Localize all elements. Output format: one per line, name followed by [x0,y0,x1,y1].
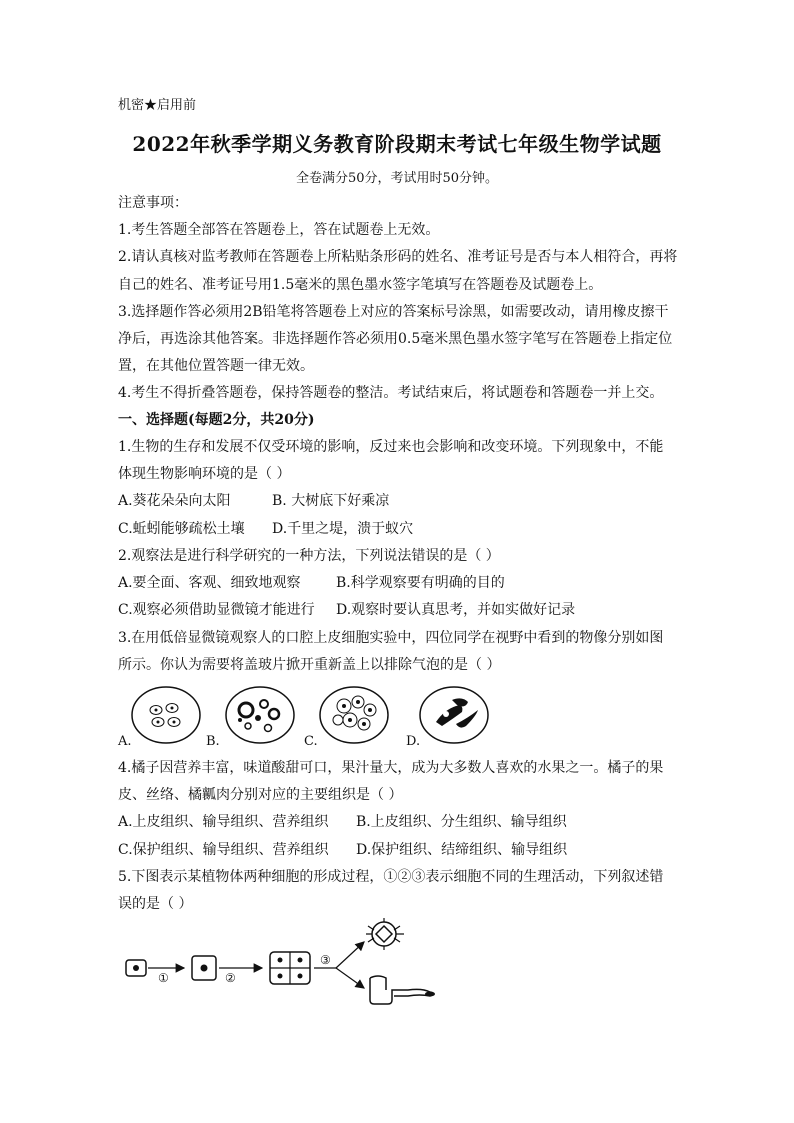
exam-title: 2022年秋季学期义务教育阶段期末考试七年级生物学试题 [132,132,662,156]
field-view-c [320,687,388,743]
q4-option-c: C.保护组织、输导组织、营养组织 [118,842,329,858]
q1-stem: 体现生物影响环境的是（ ） [118,466,291,482]
note-line: 自己的姓名、准考证号用1.5毫米的黑色墨水签字笔填写在答题卷及试题卷上。 [118,277,603,293]
q4-stem: 4.橘子因营养丰富，味道酸甜可口，果汁量大，成为大多数人喜欢的水果之一。橘子的果 [118,760,664,776]
q3-stem: 3.在用低倍显微镜观察人的口腔上皮细胞实验中，四位同学在视野中看到的物像分别如图 [118,630,664,646]
q5-stem: 误的是（ ） [118,896,193,912]
field-view-b [226,687,294,743]
q1-option-d: D.千里之堤，溃于蚁穴 [272,521,414,537]
exam-subtitle: 全卷满分50分，考试用时50分钟。 [295,171,499,186]
q3-label-b: B. [206,734,220,749]
q4-stem: 皮、丝络、橘瓤肉分别对应的主要组织是（ ） [118,787,403,803]
section-heading: 一、选择题(每题2分，共20分) [118,412,315,428]
note-line: 4.考生不得折叠答题卷，保持答题卷的整洁。考试结束后，将试题卷和答题卷一并上交。 [118,385,664,401]
q4-option-b: B.上皮组织、分生组织、输导组织 [356,814,567,830]
q3-label-c: C. [304,734,318,749]
q5-step-1: ① [158,971,169,985]
field-view-d [420,687,488,743]
notes-heading: 注意事项： [118,195,188,211]
note-line: 置，在其他位置答题一律无效。 [118,358,314,374]
q4-option-a: A.上皮组织、输导组织、营养组织 [118,814,329,830]
q4-option-d: D.保护组织、结缔组织、输导组织 [356,842,568,858]
q5-step-3: ③ [320,953,331,967]
q2-stem: 2.观察法是进行科学研究的一种方法，下列说法错误的是（ ） [118,548,500,564]
q5-step-2: ② [225,971,236,985]
note-line: 净后，再选涂其他答案。非选择题作答必须用0.5毫米黑色墨水签字笔写在答题卷上指定位 [118,331,673,347]
q3-label-a: A. [118,734,132,749]
note-line: 1.考生答题全部答在答题卷上，答在试题卷上无效。 [118,222,440,238]
note-line: 2.请认真核对监考教师在答题卷上所粘贴条形码的姓名、准考证号是否与本人相符合，再将 [118,249,678,265]
q3-stem: 所示。你认为需要将盖玻片掀开重新盖上以排除气泡的是（ ） [118,657,501,673]
q5-stem: 5.下图表示某植物体两种细胞的形成过程，①②③表示细胞不同的生理活动，下列叙述错 [118,869,664,885]
q2-option-a: A.要全面、客观、细致地观察 [118,575,301,591]
q1-option-a: A.葵花朵朵向太阳 [118,493,231,509]
q2-option-c: C.观察必须借助显微镜才能进行 [118,602,315,618]
q1-stem: 1.生物的生存和发展不仅受环境的影响，反过来也会影响和改变环境。下列现象中，不能 [118,439,664,455]
q5-cell-differentiation-figure [118,916,448,1008]
field-view-a [132,687,200,743]
note-line: 3.选择题作答必须用2B铅笔将答题卷上对应的答案标号涂黑，如需要改动，请用橡皮擦干 [118,304,669,320]
q3-label-d: D. [406,734,421,749]
confidential-label: 机密★启用前 [118,98,197,113]
q2-option-d: D.观察时要认真思考，并如实做好记录 [336,602,576,618]
q1-option-c: C.蚯蚓能够疏松土壤 [118,521,245,537]
q1-option-b: B. 大树底下好乘凉 [272,493,390,509]
q2-option-b: B.科学观察要有明确的目的 [336,575,505,591]
